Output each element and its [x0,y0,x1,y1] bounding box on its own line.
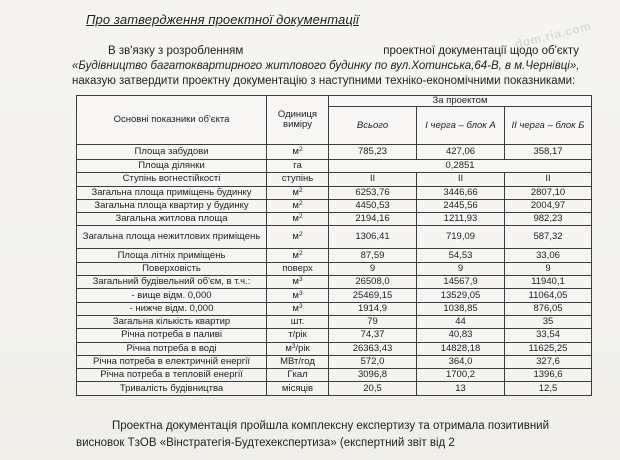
value-stage-2: 2807,10 [505,186,592,199]
header-indicators: Основні показники об'єкта [77,96,267,145]
unit-text: м [292,231,299,243]
value-total: 4450,53 [329,199,417,212]
indicator-name: Загальна кількість квартир [77,315,267,328]
unit-text: га [293,160,302,172]
unit-text: МВт/год [280,356,315,367]
value-stage-2: 327,6 [505,355,592,368]
value-total: 1306,41 [329,226,417,249]
value-stage-1: 364,0 [417,355,505,368]
indicator-unit [267,213,329,226]
value-stage-1: 13529,05 [417,289,505,302]
value-stage-1: 719,09 [417,226,505,249]
value-stage-2: 1396,6 [505,369,592,382]
unit-exponent: 2 [298,186,303,194]
value-stage-2: 9 [505,262,592,275]
unit-text: шт. [290,316,305,328]
table-row [77,369,592,382]
table-row [77,173,592,186]
indicator-name: Площа літніх приміщень [77,249,267,262]
value-stage-1: 1211,93 [417,213,505,226]
table-row [77,289,592,302]
value-stage-2: II [505,173,592,186]
unit-exponent: 3 [298,276,303,284]
value-total: 25469,15 [329,289,417,302]
indicator-unit [267,342,329,355]
indicator-unit [267,329,329,342]
indicator-name: Загальна житлова площа [77,213,267,226]
indicator-unit [267,382,329,395]
value-total: 1914,9 [329,302,417,315]
indicator-unit [267,355,329,368]
value-stage-2: 2004,97 [505,199,592,212]
unit-exponent: 3 [291,342,296,350]
value-total: 87,59 [329,249,417,262]
value-total: 26363,43 [329,342,417,355]
outro-paragraph [76,418,596,452]
unit-text: м [292,289,299,301]
value-stage-2: 876,05 [505,302,592,315]
header-total: Всього [329,107,417,145]
header-stage-2: II черга – блок Б [505,107,592,145]
unit-text: м [292,186,299,198]
indicator-unit [267,186,329,199]
unit-exponent: 2 [298,231,303,239]
value-total: 20,5 [329,382,417,395]
table-row [77,315,592,328]
table-row [77,186,592,199]
value-total: 74,37 [329,329,417,342]
value-stage-1: 44 [417,315,505,328]
indicators-table [76,95,592,396]
indicator-name: Ступінь вогнестійкості [77,173,267,186]
value-stage-2: 11064,05 [505,289,592,302]
value-stage-1: 427,06 [417,145,505,160]
value-total: 572,0 [329,355,417,368]
indicator-name: Тривалість будівництва [77,382,267,395]
value-total: 26508,0 [329,276,417,289]
indicator-name: Річна потреба в паливі [77,329,267,342]
unit-exponent: 3 [298,289,303,297]
outro-text-a: Проектна документація пройшла комплексну експертизу та отримала позитивний [112,420,550,432]
header-stage-1: I черга – блок А [417,107,505,145]
value-total: 9 [329,262,417,275]
table-row [77,145,592,160]
indicator-unit [267,199,329,212]
table-row [77,342,592,355]
indicator-unit [267,226,329,249]
value-total: II [329,173,417,186]
value-stage-1: 1700,2 [417,369,505,382]
unit-text: м [292,200,299,212]
value-stage-1: 13 [417,382,505,395]
unit-exponent: 2 [298,213,303,221]
indicator-unit [267,173,329,186]
value-stage-1: 54,53 [417,249,505,262]
value-stage-2: 982,23 [505,213,592,226]
unit-text: м [292,146,299,157]
value-stage-1: 1038,85 [417,302,505,315]
table-row [77,199,592,212]
value-stage-2: 33,06 [505,249,592,262]
table-row [77,382,592,395]
intro-object-name: «Будівництво багатоквартирного житлового будинку по вул.Хотинська,64-В, в м.Чернівці», [72,60,580,72]
unit-text: т/рік [288,329,307,341]
indicator-name: - вище відм. 0,000 [77,289,267,302]
table-row [77,213,592,226]
intro-text-b: проектної документації щодо об'єкту [383,45,579,57]
value-stage-2: 35 [505,315,592,328]
unit-suffix: /рік [295,342,310,354]
value-total: 785,23 [329,145,417,160]
indicator-name: Загальний будівельний об'єм, в т.ч.: [77,276,267,289]
indicator-unit [267,289,329,302]
indicator-name: Загальна площа квартир у будинку [77,199,267,212]
value-stage-2: 33,54 [505,329,592,342]
header-unit: Одиниця виміру [267,96,329,145]
value-stage-2: 587,32 [505,226,592,249]
unit-text: м [292,302,299,314]
value-total: 79 [329,315,417,328]
unit-exponent: 3 [298,302,303,310]
value-total: 2194,16 [329,213,417,226]
value-stage-1: 40,83 [417,329,505,342]
table-row [77,226,592,249]
indicator-unit [267,276,329,289]
indicator-name: Річна потреба в воді [77,342,267,355]
value-stage-1: 2445,56 [417,199,505,212]
value-stage-1: 14567,9 [417,276,505,289]
unit-text: м [292,213,299,225]
indicator-unit [267,145,329,160]
indicator-unit [267,315,329,328]
indicator-unit [267,160,329,173]
indicator-unit [267,302,329,315]
table-header-row [77,96,592,107]
unit-text: Гкал [287,369,308,381]
table-body [77,145,592,396]
value-total: 3096,8 [329,369,417,382]
merged-value: 0,2851 [329,160,592,173]
unit-text: поверх [282,262,313,274]
value-stage-2: 11940,1 [505,276,592,289]
value-stage-1: 3446,66 [417,186,505,199]
indicator-name: Площа забудови [77,145,267,160]
value-total: 6253,76 [329,186,417,199]
indicator-name: Поверховість [77,262,267,275]
indicator-name: Загальна площа приміщень будинку [77,186,267,199]
table-row [77,276,592,289]
indicator-name: - нижче відм. 0,000 [77,302,267,315]
header-by-project: За проектом [329,96,592,107]
table-row [77,160,592,173]
outro-text-b: висновок ТзОВ «Вінстратегія-Будтехекспертиза» (експертний звіт від 2 [76,437,455,449]
unit-text: м [285,342,292,354]
unit-exponent: 2 [298,146,303,153]
document-title: Про затвердження проектної документації [86,12,359,27]
indicator-name: Площа ділянки [77,160,267,173]
intro-paragraph [72,44,602,89]
intro-text-a: В зв'язку з розробленням [108,45,244,57]
unit-text: м [292,276,299,288]
unit-exponent: 2 [298,249,303,257]
indicator-name: Загальна площа нежитлових приміщень [77,226,267,249]
indicator-unit [267,262,329,275]
value-stage-2: 11625,25 [505,342,592,355]
indicator-name: Річна потреба в електричній енергії [77,355,267,368]
value-stage-1: 9 [417,262,505,275]
value-stage-2: 12,5 [505,382,592,395]
indicator-unit [267,369,329,382]
intro-order-text: наказую затвердити проектну документацію з наступними техніко-економічними показниками: [72,75,576,87]
unit-exponent: 2 [298,200,303,208]
table-row [77,249,592,262]
watermark: dom.ria.com [513,18,593,52]
indicator-name: Річна потреба в тепловій енергії [77,369,267,382]
unit-text: м [292,249,299,261]
table-row [77,262,592,275]
value-stage-2: 358,17 [505,145,592,160]
unit-text: ступінь [281,173,314,185]
table-row [77,302,592,315]
indicator-unit [267,249,329,262]
table-row [77,355,592,368]
unit-text: місяців [281,382,314,394]
table-row [77,329,592,342]
value-stage-1: 14828,18 [417,342,505,355]
value-stage-1: II [417,173,505,186]
